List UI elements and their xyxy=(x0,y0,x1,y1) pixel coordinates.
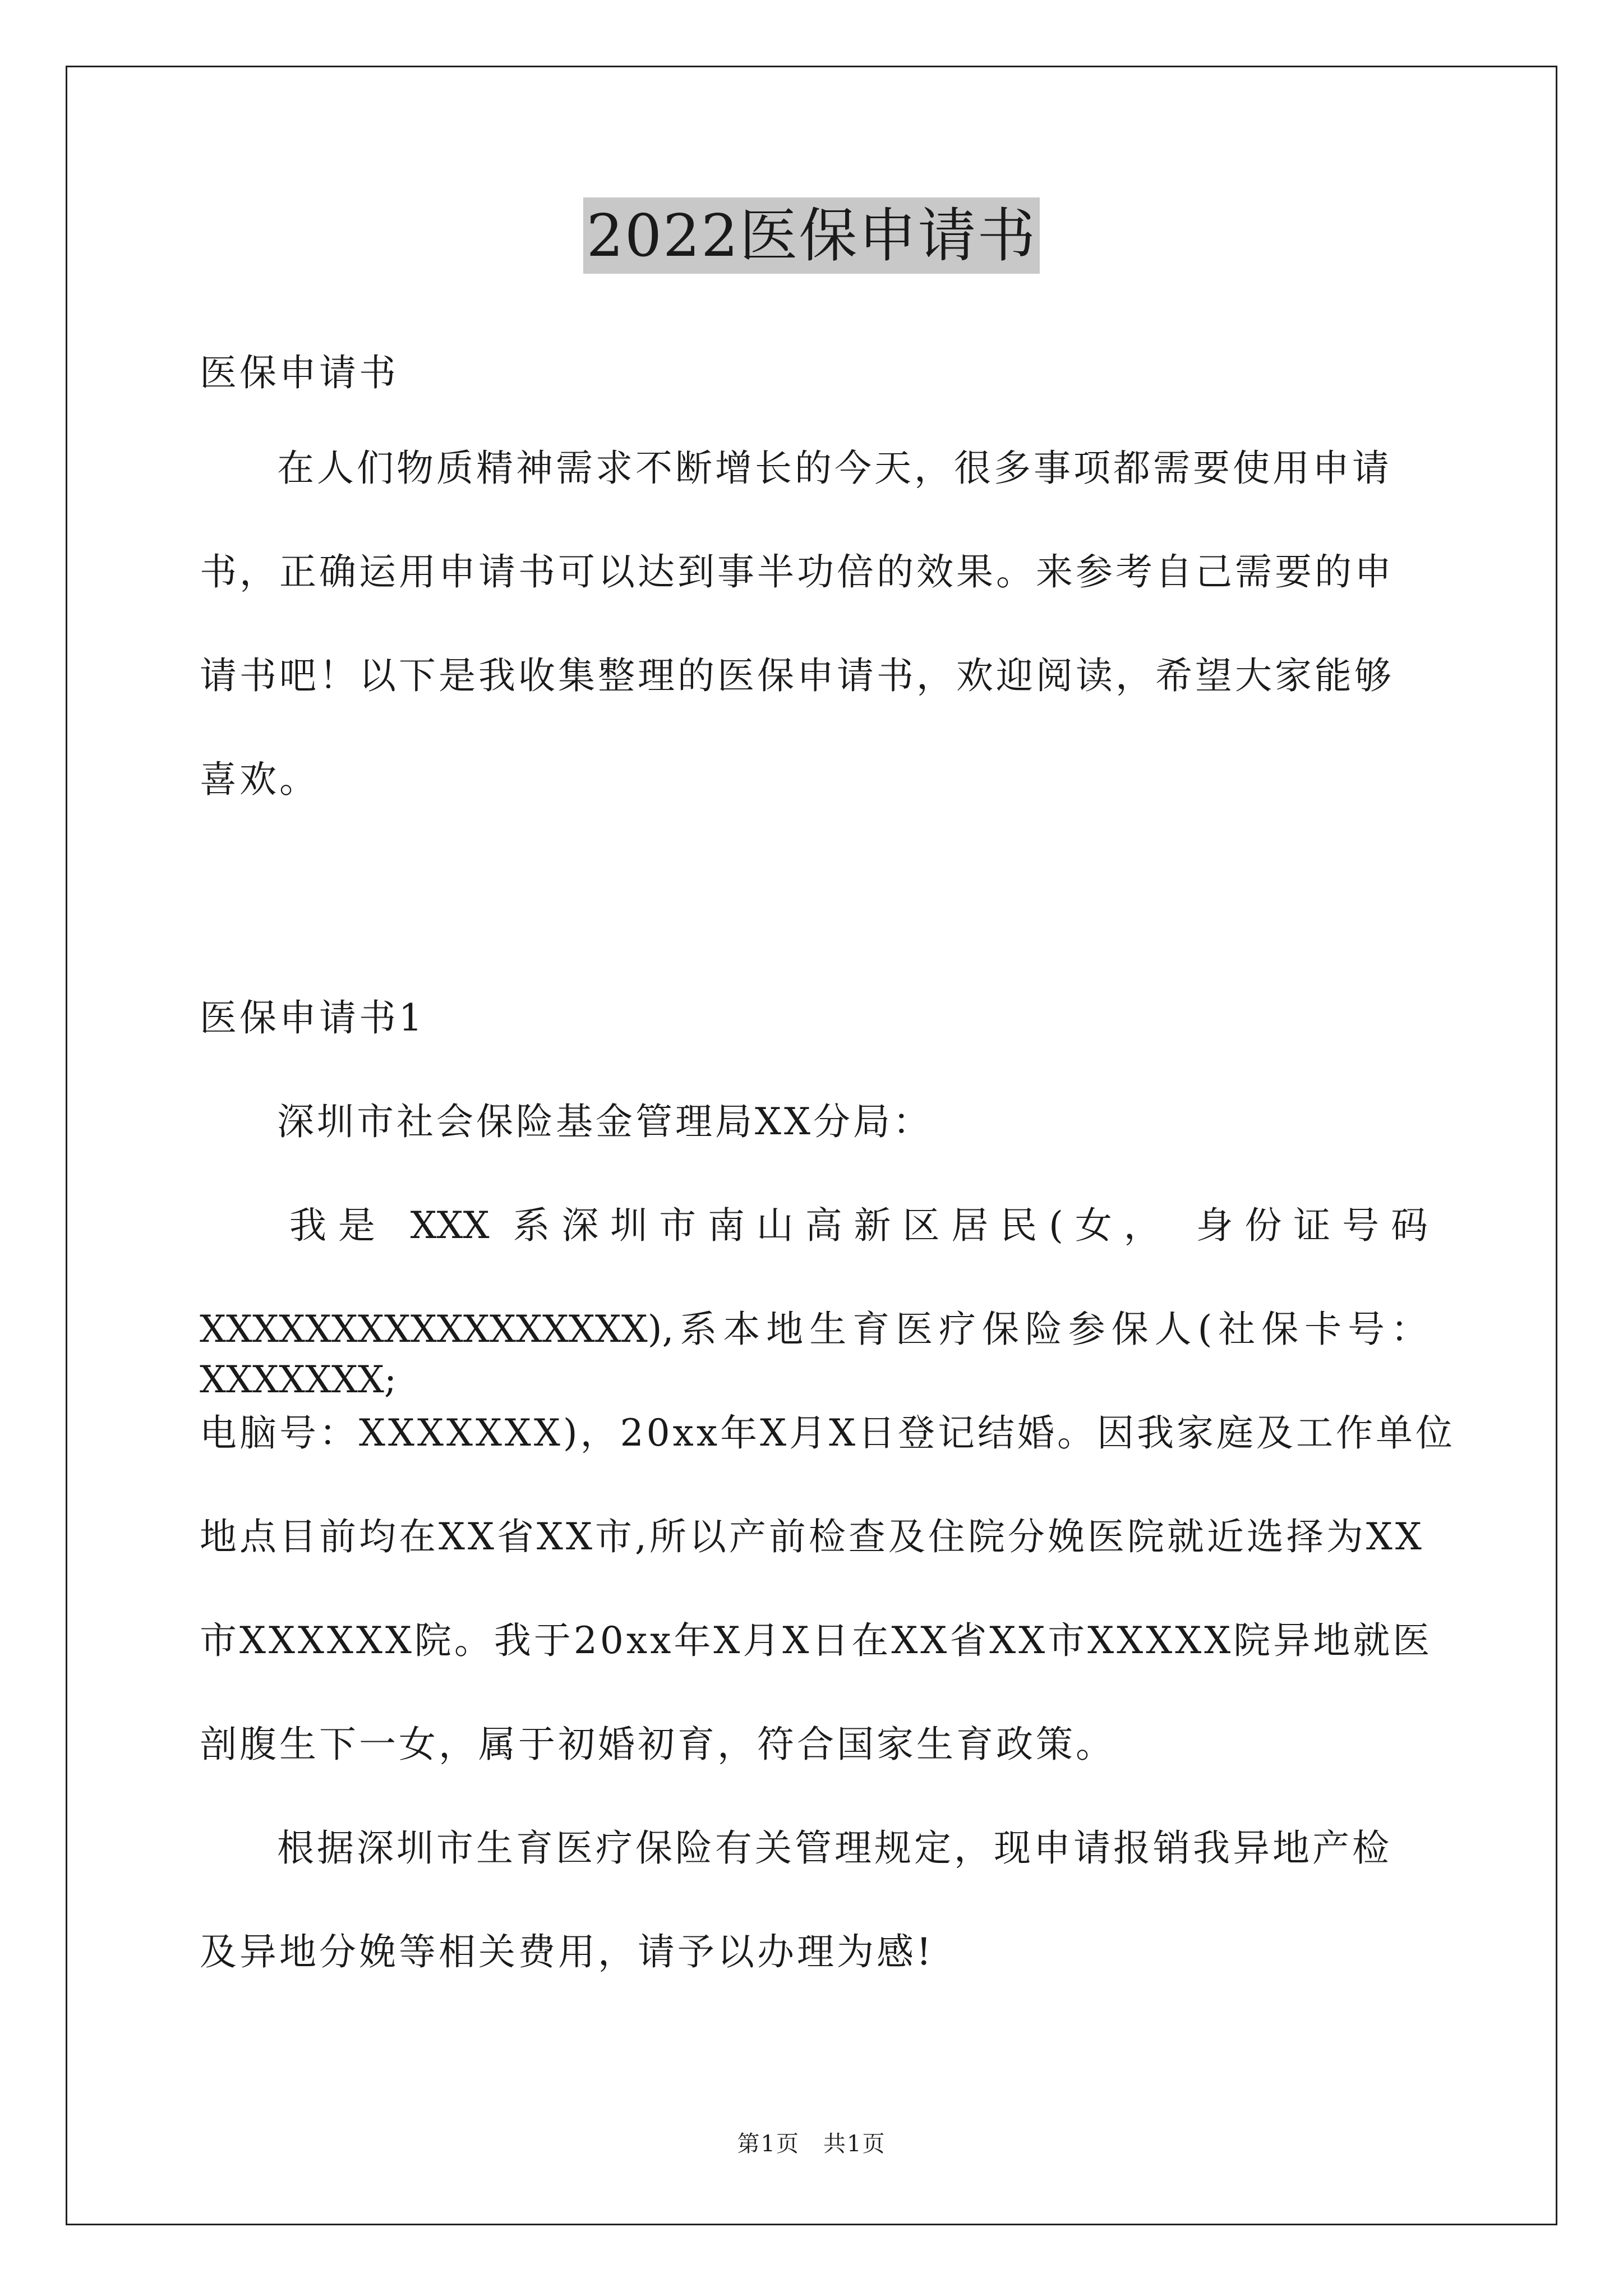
body-line-2: XXXXXXXXXXXXXXXXX),系本地生育医疗保险参保人(社保卡号： XXXXXXX; xyxy=(200,1308,1428,1401)
body-line-5: 市XXXXXX院。我于20xx年X月X日在XX省XX市XXXXX院异地就医 xyxy=(200,1619,1433,1662)
intro-line-2: 书，正确运用申请书可以达到事半功倍的效果。来参考自己需要的申 xyxy=(200,550,1394,593)
document-title: 2022医保申请书 xyxy=(583,197,1040,274)
closing-line-2: 及异地分娩等相关费用，请予以办理为感! xyxy=(200,1930,934,1973)
intro-line-1: 在人们物质精神需求不断增长的今天，很多事项都需要使用申请 xyxy=(277,447,1392,490)
body-line-1: 我是 XXX 系深圳市南山高新区居民(女， 身份证号码 xyxy=(289,1204,1428,1247)
section-heading-intro: 医保申请书 xyxy=(200,351,399,394)
body-line-6: 剖腹生下一女，属于初婚初育，符合国家生育政策。 xyxy=(200,1723,1115,1766)
intro-line-4: 喜欢。 xyxy=(200,758,319,801)
intro-line-3: 请书吧！以下是我收集整理的医保申请书，欢迎阅读，希望大家能够 xyxy=(200,654,1394,697)
page-footer: 第1页 共1页 xyxy=(737,2131,886,2157)
title-container xyxy=(0,197,1623,274)
closing-line-1: 根据深圳市生育医疗保险有关管理规定，现申请报销我异地产检 xyxy=(277,1826,1392,1870)
addressee: 深圳市社会保险基金管理局XX分局： xyxy=(277,1100,933,1143)
body-line-4: 地点目前均在XX省XX市,所以产前检查及住院分娩医院就近选择为XX xyxy=(200,1515,1424,1558)
section-heading-1: 医保申请书1 xyxy=(200,996,425,1039)
body-line-3: 电脑号：XXXXXXX)，20xx年X月X日登记结婚。因我家庭及工作单位 xyxy=(200,1411,1456,1455)
